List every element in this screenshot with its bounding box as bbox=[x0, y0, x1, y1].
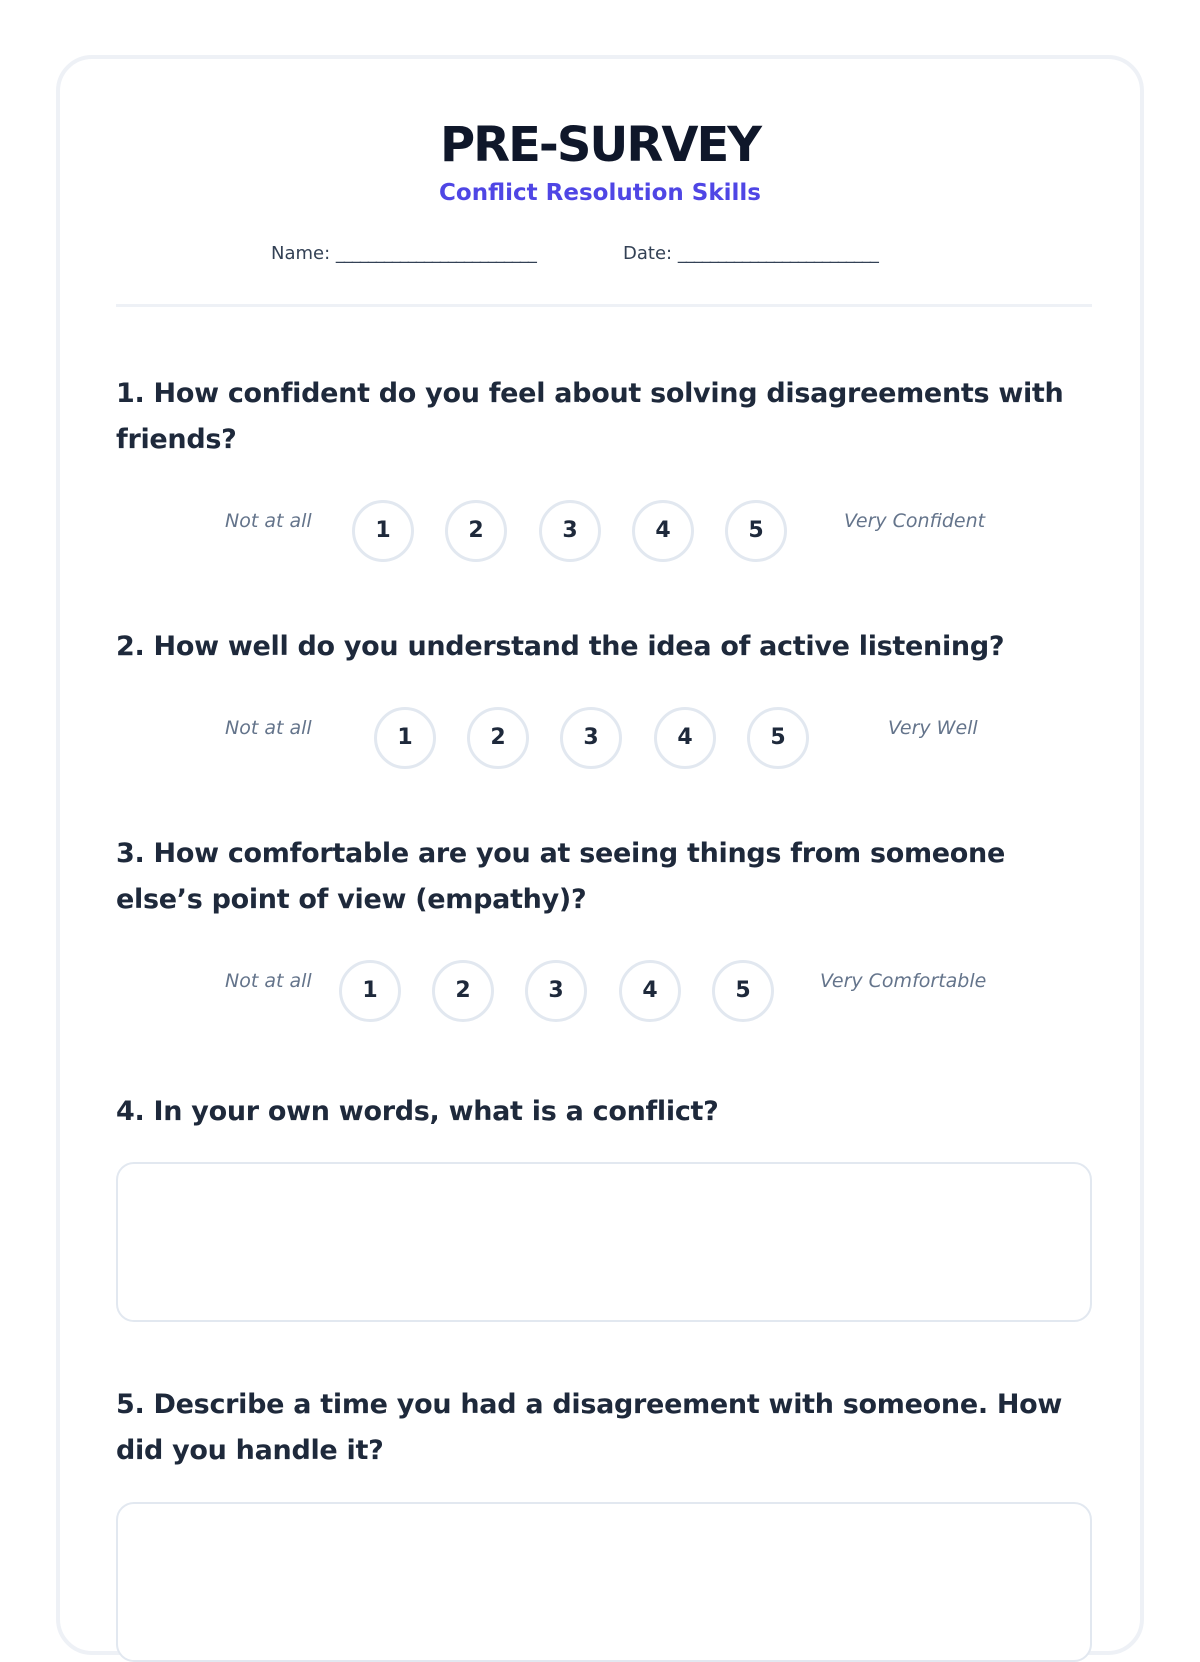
question-1-low-label: Not at all bbox=[225, 510, 312, 532]
question-5-answer-box[interactable] bbox=[116, 1502, 1092, 1662]
question-1-option-1[interactable]: 1 bbox=[352, 500, 414, 562]
question-2-low-label: Not at all bbox=[225, 717, 312, 739]
survey-card bbox=[56, 55, 1144, 1655]
question-1-option-2[interactable]: 2 bbox=[445, 500, 507, 562]
question-3-option-2[interactable]: 2 bbox=[432, 960, 494, 1022]
question-3-option-5[interactable]: 5 bbox=[712, 960, 774, 1022]
date-label: Date: bbox=[623, 243, 673, 264]
question-2-option-1[interactable]: 1 bbox=[374, 707, 436, 769]
question-4-text: 4. In your own words, what is a conflict? bbox=[116, 1096, 719, 1127]
question-3-low-label: Not at all bbox=[225, 970, 312, 992]
question-1-option-3[interactable]: 3 bbox=[539, 500, 601, 562]
question-3-text: 3. How comfortable are you at seeing things from someone else’s point of view (empathy)? bbox=[116, 838, 1005, 915]
page-subtitle: Conflict Resolution Skills bbox=[439, 180, 761, 206]
question-2-option-4[interactable]: 4 bbox=[654, 707, 716, 769]
question-2-high-label: Very Well bbox=[888, 717, 978, 739]
date-blank-line[interactable]: _________________________ bbox=[677, 243, 878, 264]
name-field[interactable] bbox=[271, 243, 536, 264]
name-blank-line[interactable]: _________________________ bbox=[335, 243, 536, 264]
question-1-option-5[interactable]: 5 bbox=[725, 500, 787, 562]
question-1-text: 1. How confident do you feel about solving disagreements with friends? bbox=[116, 378, 1064, 455]
question-2-option-2[interactable]: 2 bbox=[467, 707, 529, 769]
question-3-high-label: Very Comfortable bbox=[820, 970, 987, 992]
question-3-option-3[interactable]: 3 bbox=[525, 960, 587, 1022]
page-title: PRE-SURVEY bbox=[439, 117, 761, 173]
date-field[interactable] bbox=[623, 243, 878, 264]
question-5-text: 5. Describe a time you had a disagreement with someone. How did you handle it? bbox=[116, 1389, 1063, 1466]
header-divider bbox=[116, 304, 1092, 307]
question-3-option-1[interactable]: 1 bbox=[339, 960, 401, 1022]
question-2-option-5[interactable]: 5 bbox=[747, 707, 809, 769]
question-1-option-4[interactable]: 4 bbox=[632, 500, 694, 562]
question-2-option-3[interactable]: 3 bbox=[560, 707, 622, 769]
question-4-answer-box[interactable] bbox=[116, 1162, 1092, 1322]
question-2-text: 2. How well do you understand the idea of active listening? bbox=[116, 631, 1005, 662]
question-1-high-label: Very Confident bbox=[844, 510, 986, 532]
name-label: Name: bbox=[271, 243, 331, 264]
question-3-option-4[interactable]: 4 bbox=[619, 960, 681, 1022]
